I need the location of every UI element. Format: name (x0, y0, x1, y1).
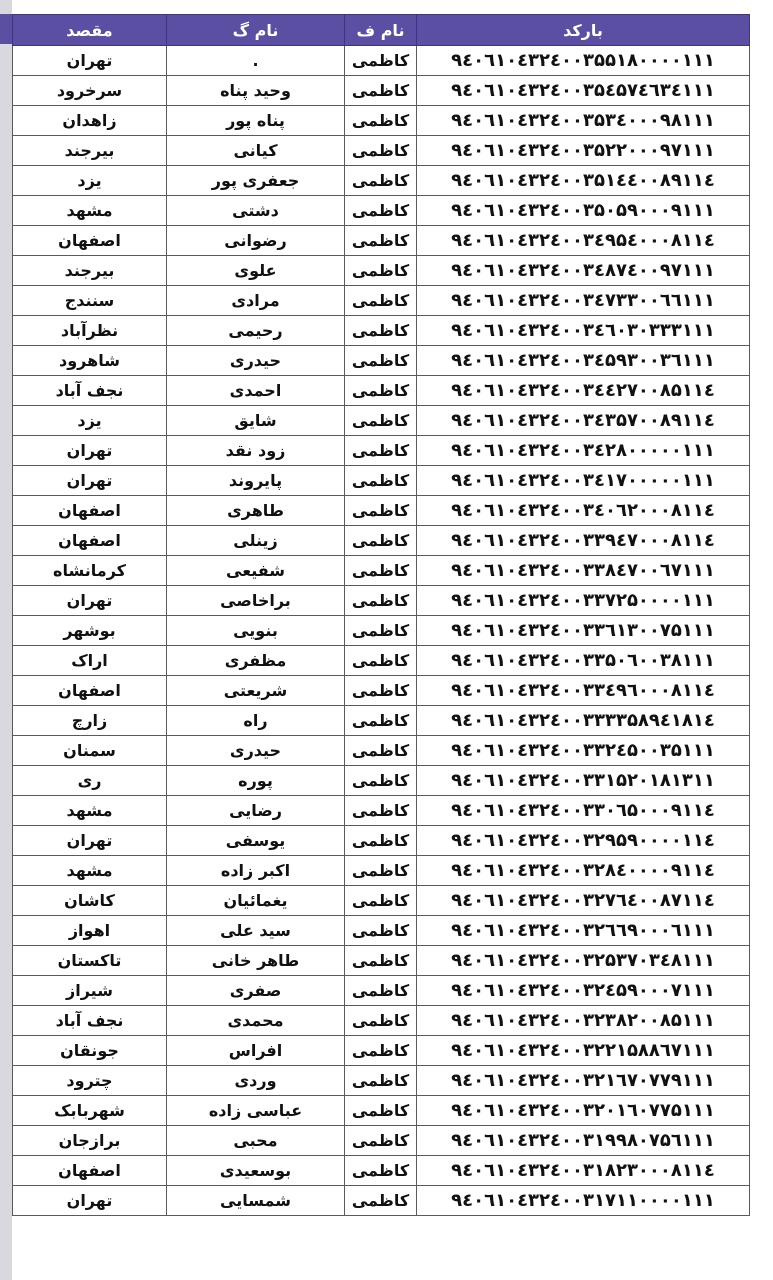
barcode-cell: ۹٤۰٦۱۰٤۳۲٤۰۰۳۲۵۳۷۰۳٤۸۱۱۱ (417, 946, 750, 976)
last-name-cell: زینلی (167, 526, 345, 556)
barcode-cell: ۹٤۰٦۱۰٤۳۲٤۰۰۳۳٤۹٦۰۰۰۸۱۱٤ (417, 676, 750, 706)
destination-cell: اصفهان (13, 676, 167, 706)
barcode-cell: ۹٤۰٦۱۰٤۳۲٤۰۰۳۳۸٤۷۰۰٦۷۱۱۱ (417, 556, 750, 586)
barcode-cell: ۹٤۰٦۱۰٤۳۲٤۰۰۳۳۵۰٦۰۰۳۸۱۱۱ (417, 646, 750, 676)
destination-cell: تهران (13, 436, 167, 466)
destination-cell: تاکستان (13, 946, 167, 976)
barcode-cell: ۹٤۰٦۱۰٤۳۲٤۰۰۳۵۳٤۰۰۰۹۸۱۱۱ (417, 106, 750, 136)
table-row (13, 706, 750, 736)
table-row (13, 1186, 750, 1216)
destination-cell: یزد (13, 406, 167, 436)
barcode-cell: ۹٤۰٦۱۰٤۳۲٤۰۰۳۳٦۱۳۰۰۷۵۱۱۱ (417, 616, 750, 646)
last-name-cell: رضایی (167, 796, 345, 826)
first-name-cell: کاظمی (345, 346, 417, 376)
first-name-cell: کاظمی (345, 376, 417, 406)
table-row (13, 766, 750, 796)
barcode-cell: ۹٤۰٦۱۰٤۳۲٤۰۰۳۲۱٦۷۰۷۷۹۱۱۱ (417, 1066, 750, 1096)
first-name-cell: کاظمی (345, 886, 417, 916)
destination-cell: تهران (13, 826, 167, 856)
destination-cell: شیراز (13, 976, 167, 1006)
table-row (13, 946, 750, 976)
first-name-cell: کاظمی (345, 286, 417, 316)
table-row (13, 1156, 750, 1186)
barcode-cell: ۹٤۰٦۱۰٤۳۲٤۰۰۳٤۱۷۰۰۰۰۰۱۱۱ (417, 466, 750, 496)
destination-cell: بیرجند (13, 256, 167, 286)
first-name-cell: کاظمی (345, 76, 417, 106)
table-row (13, 46, 750, 76)
table-row (13, 976, 750, 1006)
barcode-cell: ۹٤۰٦۱۰٤۳۲٤۰۰۳۱۸۲۳۰۰۰۸۱۱٤ (417, 1156, 750, 1186)
table-row (13, 466, 750, 496)
last-name-cell: رضوانی (167, 226, 345, 256)
table-row (13, 256, 750, 286)
first-name-cell: کاظمی (345, 586, 417, 616)
table-row (13, 916, 750, 946)
first-name-cell: کاظمی (345, 436, 417, 466)
destination-cell: اصفهان (13, 1156, 167, 1186)
destination-cell: نظرآباد (13, 316, 167, 346)
barcode-cell: ۹٤۰٦۱۰٤۳۲٤۰۰۳٤۹۵٤۰۰۰۸۱۱٤ (417, 226, 750, 256)
first-name-cell: کاظمی (345, 1096, 417, 1126)
barcode-cell: ۹٤۰٦۱۰٤۳۲٤۰۰۳۳۷۲۵۰۰۰۰۱۱۱ (417, 586, 750, 616)
last-name-cell: صفری (167, 976, 345, 1006)
barcode-cell: ۹٤۰٦۱۰٤۳۲٤۰۰۳۳۹٤۷۰۰۰۸۱۱٤ (417, 526, 750, 556)
last-name-cell: براخاصی (167, 586, 345, 616)
table-row (13, 556, 750, 586)
table-row (13, 1096, 750, 1126)
last-name-cell: محبی (167, 1126, 345, 1156)
first-name-cell: کاظمی (345, 706, 417, 736)
first-name-cell: کاظمی (345, 406, 417, 436)
first-name-cell: کاظمی (345, 856, 417, 886)
last-name-cell: عباسی زاده (167, 1096, 345, 1126)
barcode-cell: ۹٤۰٦۱۰٤۳۲٤۰۰۳٤۳۵۷۰۰۸۹۱۱٤ (417, 406, 750, 436)
last-name-cell: . (167, 46, 345, 76)
last-name-cell: یغمائیان (167, 886, 345, 916)
barcode-cell: ۹٤۰٦۱۰٤۳۲٤۰۰۳٤۸۷٤۰۰۹۷۱۱۱ (417, 256, 750, 286)
table-row (13, 106, 750, 136)
last-name-cell: اکبر زاده (167, 856, 345, 886)
table-row (13, 436, 750, 466)
first-name-cell: کاظمی (345, 1006, 417, 1036)
destination-cell: سرخرود (13, 76, 167, 106)
last-name-cell: مرادی (167, 286, 345, 316)
destination-cell: مشهد (13, 856, 167, 886)
barcode-cell: ۹٤۰٦۱۰٤۳۲٤۰۰۳٤٤۲۷۰۰۸۵۱۱٤ (417, 376, 750, 406)
barcode-cell: ۹٤۰٦۱۰٤۳۲٤۰۰۳۵٤۵۷٤٦۳٤۱۱۱ (417, 76, 750, 106)
destination-cell: بیرجند (13, 136, 167, 166)
barcode-cell: ۹٤۰٦۱۰٤۳۲٤۰۰۳٤۲۸۰۰۰۰۰۱۱۱ (417, 436, 750, 466)
last-name-cell: شمسایی (167, 1186, 345, 1216)
barcode-cell: ۹٤۰٦۱۰٤۳۲٤۰۰۳۲۰۱٦۰۷۷۵۱۱۱ (417, 1096, 750, 1126)
table-row (13, 1006, 750, 1036)
barcode-cell: ۹٤۰٦۱۰٤۳۲٤۰۰۳۵۱٤٤۰۰۸۹۱۱٤ (417, 166, 750, 196)
destination-cell: مشهد (13, 796, 167, 826)
last-name-cell: کیانی (167, 136, 345, 166)
first-name-cell: کاظمی (345, 1156, 417, 1186)
last-name-cell: طاهر خانی (167, 946, 345, 976)
last-name-cell: سید علی (167, 916, 345, 946)
first-name-cell: کاظمی (345, 556, 417, 586)
barcode-cell: ۹٤۰٦۱۰٤۳۲٤۰۰۳۱۹۹۸۰۷۵٦۱۱۱ (417, 1126, 750, 1156)
barcode-cell: ۹٤۰٦۱۰٤۳۲٤۰۰۳۵۰۵۹۰۰۰۹۱۱۱ (417, 196, 750, 226)
destination-cell: اصفهان (13, 226, 167, 256)
header-accent-strip (0, 14, 12, 44)
table-row (13, 676, 750, 706)
first-name-cell: کاظمی (345, 46, 417, 76)
destination-cell: برازجان (13, 1126, 167, 1156)
destination-cell: اهواز (13, 916, 167, 946)
first-name-cell: کاظمی (345, 796, 417, 826)
table-row (13, 646, 750, 676)
first-name-cell: کاظمی (345, 136, 417, 166)
destination-cell: کرمانشاه (13, 556, 167, 586)
barcode-cell: ۹٤۰٦۱۰٤۳۲٤۰۰۳۲۸٤۰۰۰۰۹۱۱٤ (417, 856, 750, 886)
first-name-cell: کاظمی (345, 106, 417, 136)
table-header-row (13, 15, 750, 46)
barcode-cell: ۹٤۰٦۱۰٤۳۲٤۰۰۳۲٤۵۹۰۰۰۷۱۱۱ (417, 976, 750, 1006)
last-name-cell: راه (167, 706, 345, 736)
last-name-cell: شایق (167, 406, 345, 436)
table-row (13, 616, 750, 646)
last-name-cell: یوسفی (167, 826, 345, 856)
barcode-cell: ۹٤۰٦۱۰٤۳۲٤۰۰۳۵۵۱۸۰۰۰۰۱۱۱ (417, 46, 750, 76)
last-name-cell: جعفری پور (167, 166, 345, 196)
header-last-name: نام گ (167, 15, 345, 46)
last-name-cell: دشتی (167, 196, 345, 226)
destination-cell: شهربابک (13, 1096, 167, 1126)
destination-cell: یزد (13, 166, 167, 196)
destination-cell: زارچ (13, 706, 167, 736)
table-row (13, 1036, 750, 1066)
destination-cell: چترود (13, 1066, 167, 1096)
barcode-cell: ۹٤۰٦۱۰٤۳۲٤۰۰۳۳۱۵۲۰۱۸۱۳۱۱ (417, 766, 750, 796)
last-name-cell: شفیعی (167, 556, 345, 586)
last-name-cell: شریعتی (167, 676, 345, 706)
last-name-cell: رحیمی (167, 316, 345, 346)
table-row (13, 496, 750, 526)
first-name-cell: کاظمی (345, 646, 417, 676)
last-name-cell: مظفری (167, 646, 345, 676)
first-name-cell: کاظمی (345, 226, 417, 256)
last-name-cell: زود نقد (167, 436, 345, 466)
table-row (13, 316, 750, 346)
first-name-cell: کاظمی (345, 946, 417, 976)
destination-cell: تهران (13, 1186, 167, 1216)
first-name-cell: کاظمی (345, 1036, 417, 1066)
table-row (13, 856, 750, 886)
barcode-cell: ۹٤۰٦۱۰٤۳۲٤۰۰۳۳۰٦۵۰۰۰۹۱۱٤ (417, 796, 750, 826)
last-name-cell: احمدی (167, 376, 345, 406)
last-name-cell: وحید پناه (167, 76, 345, 106)
last-name-cell: پناه پور (167, 106, 345, 136)
header-first-name: نام ف (345, 15, 417, 46)
last-name-cell: علوی (167, 256, 345, 286)
last-name-cell: حیدری (167, 736, 345, 766)
first-name-cell: کاظمی (345, 766, 417, 796)
first-name-cell: کاظمی (345, 1066, 417, 1096)
table-row (13, 136, 750, 166)
destination-cell: جونقان (13, 1036, 167, 1066)
table-row (13, 166, 750, 196)
barcode-cell: ۹٤۰٦۱۰٤۳۲٤۰۰۳۳۳۳۵۸۹٤۱۸۱٤ (417, 706, 750, 736)
last-name-cell: پوره (167, 766, 345, 796)
destination-cell: شاهرود (13, 346, 167, 376)
destination-cell: سنندج (13, 286, 167, 316)
destination-cell: سمنان (13, 736, 167, 766)
barcode-cell: ۹٤۰٦۱۰٤۳۲٤۰۰۳٤٦۰۳۰۳۳۳۱۱۱ (417, 316, 750, 346)
first-name-cell: کاظمی (345, 466, 417, 496)
first-name-cell: کاظمی (345, 916, 417, 946)
first-name-cell: کاظمی (345, 166, 417, 196)
table-row (13, 826, 750, 856)
table-row (13, 796, 750, 826)
last-name-cell: وردی (167, 1066, 345, 1096)
barcode-cell: ۹٤۰٦۱۰٤۳۲٤۰۰۳۵۲۲۰۰۰۹۷۱۱۱ (417, 136, 750, 166)
table-row (13, 886, 750, 916)
barcode-cell: ۹٤۰٦۱۰٤۳۲٤۰۰۳۲۷٦٤۰۰۸۷۱۱٤ (417, 886, 750, 916)
table-row (13, 406, 750, 436)
header-destination: مقصد (13, 15, 167, 46)
table-row (13, 286, 750, 316)
destination-cell: نجف آباد (13, 376, 167, 406)
first-name-cell: کاظمی (345, 196, 417, 226)
barcode-cell: ۹٤۰٦۱۰٤۳۲٤۰۰۳۲۲۱۵۸۸٦۷۱۱۱ (417, 1036, 750, 1066)
destination-cell: تهران (13, 466, 167, 496)
destination-cell: نجف آباد (13, 1006, 167, 1036)
barcode-cell: ۹٤۰٦۱۰٤۳۲٤۰۰۳۳۲٤۵۰۰۳۵۱۱۱ (417, 736, 750, 766)
destination-cell: اصفهان (13, 526, 167, 556)
first-name-cell: کاظمی (345, 1126, 417, 1156)
destination-cell: ری (13, 766, 167, 796)
last-name-cell: بوسعیدی (167, 1156, 345, 1186)
first-name-cell: کاظمی (345, 496, 417, 526)
table-row (13, 196, 750, 226)
destination-cell: بوشهر (13, 616, 167, 646)
table-row (13, 376, 750, 406)
table-row (13, 346, 750, 376)
table-row (13, 1126, 750, 1156)
first-name-cell: کاظمی (345, 256, 417, 286)
shipments-table (12, 14, 750, 1216)
table-row (13, 526, 750, 556)
first-name-cell: کاظمی (345, 1186, 417, 1216)
last-name-cell: محمدی (167, 1006, 345, 1036)
table-row (13, 76, 750, 106)
barcode-cell: ۹٤۰٦۱۰٤۳۲٤۰۰۳۱۷۱۱۰۰۰۰۱۱۱ (417, 1186, 750, 1216)
barcode-cell: ۹٤۰٦۱۰٤۳۲٤۰۰۳٤۷۳۳۰۰٦٦۱۱۱ (417, 286, 750, 316)
destination-cell: تهران (13, 46, 167, 76)
destination-cell: زاهدان (13, 106, 167, 136)
table-row (13, 226, 750, 256)
header-barcode: بارکد (417, 15, 750, 46)
barcode-cell: ۹٤۰٦۱۰٤۳۲٤۰۰۳۲۳۸۲۰۰۸۵۱۱۱ (417, 1006, 750, 1036)
destination-cell: مشهد (13, 196, 167, 226)
barcode-cell: ۹٤۰٦۱۰٤۳۲٤۰۰۳٤۰٦۲۰۰۰۸۱۱٤ (417, 496, 750, 526)
barcode-cell: ۹٤۰٦۱۰٤۳۲٤۰۰۳٤۵۹۳۰۰۳٦۱۱۱ (417, 346, 750, 376)
table-row (13, 586, 750, 616)
table-row (13, 1066, 750, 1096)
first-name-cell: کاظمی (345, 736, 417, 766)
table-row (13, 736, 750, 766)
last-name-cell: بنویی (167, 616, 345, 646)
last-name-cell: پایروند (167, 466, 345, 496)
left-sidebar-strip (0, 0, 12, 1280)
first-name-cell: کاظمی (345, 676, 417, 706)
destination-cell: اصفهان (13, 496, 167, 526)
first-name-cell: کاظمی (345, 976, 417, 1006)
first-name-cell: کاظمی (345, 616, 417, 646)
barcode-cell: ۹٤۰٦۱۰٤۳۲٤۰۰۳۲۹۵۹۰۰۰۰۱۱٤ (417, 826, 750, 856)
barcode-cell: ۹٤۰٦۱۰٤۳۲٤۰۰۳۲٦٦۹۰۰۰٦۱۱۱ (417, 916, 750, 946)
first-name-cell: کاظمی (345, 316, 417, 346)
destination-cell: اراک (13, 646, 167, 676)
table-body (13, 46, 750, 1216)
first-name-cell: کاظمی (345, 826, 417, 856)
last-name-cell: طاهری (167, 496, 345, 526)
destination-cell: کاشان (13, 886, 167, 916)
first-name-cell: کاظمی (345, 526, 417, 556)
last-name-cell: افراس (167, 1036, 345, 1066)
last-name-cell: حیدری (167, 346, 345, 376)
destination-cell: تهران (13, 586, 167, 616)
